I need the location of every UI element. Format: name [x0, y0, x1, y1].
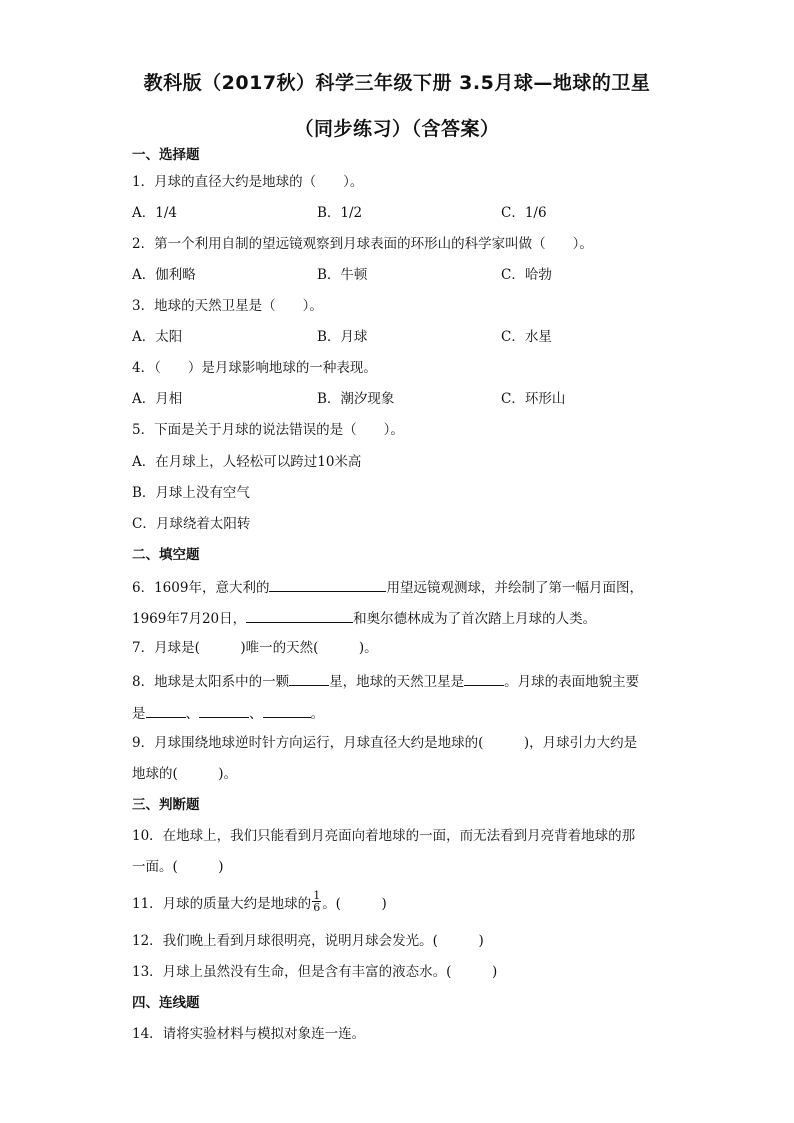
q2-option-b: B．牛顿 [317, 267, 368, 283]
q8-text-4: 是 [132, 706, 146, 722]
q2-option-a: A．伽利略 [132, 267, 196, 283]
q6-text-4: 和奥尔德林成为了首次踏上月球的人类。 [353, 611, 597, 627]
question-13: 13．月球上虽然没有生命，但是含有丰富的液态水。( ) [132, 964, 498, 980]
q4-option-c: C．环形山 [501, 391, 566, 407]
page-subtitle: （同步练习）（含答案） [294, 118, 500, 140]
question-6-line-2 [132, 608, 596, 628]
question-8-line-1 [132, 671, 639, 691]
question-4: 4．（ ）是月球影响地球的一种表现。 [132, 360, 377, 376]
question-14: 14．请将实验材料与模拟对象连一连。 [132, 1026, 366, 1042]
question-8-line-2 [132, 703, 324, 723]
section-heading-fill: 二、填空题 [132, 547, 200, 563]
fraction-numerator: 1 [313, 889, 321, 902]
section-heading-choice: 一、选择题 [132, 147, 200, 163]
question-6-line-1 [132, 577, 643, 597]
q8-blank-4 [199, 703, 249, 718]
question-9-line-1: 9．月球围绕地球逆时针方向运行，月球直径大约是地球的( )，月球引力大约是 [132, 735, 638, 751]
question-9-line-2: 地球的( )。 [132, 766, 238, 782]
q5-option-a: A．在月球上，人轻松可以跨过10米高 [132, 454, 362, 470]
q8-sep-1: 、 [185, 706, 199, 722]
q8-sep-2: 、 [249, 706, 263, 722]
q2-option-c: C．哈勃 [501, 267, 552, 283]
question-12: 12．我们晚上看到月球很明亮，说明月球会发光。( ) [132, 933, 484, 949]
question-11 [132, 889, 387, 916]
q8-blank-3 [146, 703, 186, 718]
question-10-line-2: 一面。( ) [132, 859, 224, 875]
q5-option-b: B．月球上没有空气 [132, 485, 250, 501]
q6-blank-1 [269, 577, 386, 592]
q8-blank-1 [289, 671, 329, 686]
q3-option-c: C．水星 [501, 329, 552, 345]
fraction-denominator: 6 [313, 901, 321, 914]
q11-text-pre: 11．月球的质量大约是地球的 [132, 896, 312, 912]
q11-text-post: 。( ) [322, 896, 387, 912]
q6-text-2: 用望远镜观测球，并绘制了第一幅月面图， [386, 580, 643, 596]
section-heading-match: 四、连线题 [132, 995, 200, 1011]
q6-blank-2 [246, 608, 353, 623]
question-2: 2．第一个利用自制的望远镜观察到月球表面的环形山的科学家叫做（ ）。 [132, 236, 593, 252]
q4-option-a: A．月相 [132, 391, 183, 407]
q8-text-3: 。月球的表面地貌主要 [504, 674, 640, 690]
question-7: 7．月球是( )唯一的天然( )。 [132, 640, 378, 656]
question-10-line-1: 10．在地球上，我们只能看到月亮面向着地球的一面，而无法看到月亮背着地球的那 [132, 828, 636, 844]
q1-option-c: C．1/6 [501, 205, 547, 221]
q1-option-b: B．1/2 [317, 205, 363, 221]
q8-text-2: 星，地球的天然卫星是 [329, 674, 465, 690]
question-1: 1．月球的直径大约是地球的（ ）。 [132, 174, 364, 190]
q3-option-b: B．月球 [317, 329, 368, 345]
q8-blank-5 [263, 703, 311, 718]
q6-text-3: 1969年7月20日， [132, 611, 247, 627]
fraction-one-sixth [312, 890, 321, 913]
q4-option-b: B．潮汐现象 [317, 391, 395, 407]
q5-option-c: C．月球绕着太阳转 [132, 516, 251, 532]
page-title: 教科版（2017秋）科学三年级下册 3.5月球—地球的卫星 [143, 72, 651, 94]
q6-text-1: 6．1609年，意大利的 [132, 580, 270, 596]
section-heading-judge: 三、判断题 [132, 797, 200, 813]
q8-blank-2 [464, 671, 504, 686]
q8-text-1: 8．地球是太阳系中的一颗 [132, 674, 290, 690]
q1-option-a: A．1/4 [132, 205, 177, 221]
question-5: 5．下面是关于月球的说法错误的是（ ）。 [132, 422, 404, 438]
q3-option-a: A．太阳 [132, 329, 183, 345]
q8-text-5: 。 [310, 706, 324, 722]
question-3: 3．地球的天然卫星是（ ）。 [132, 298, 323, 314]
